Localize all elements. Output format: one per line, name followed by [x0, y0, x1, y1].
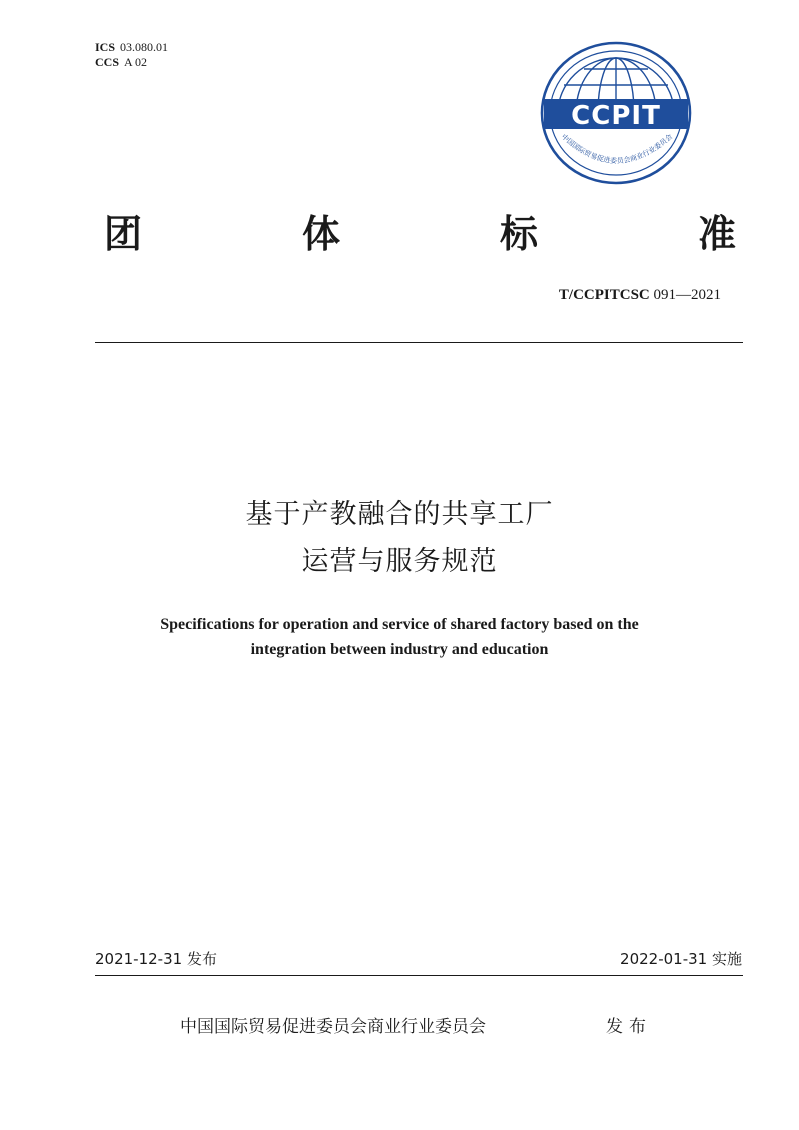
ics-label: ICS — [95, 40, 116, 54]
doc-type-char-3: 标 — [499, 212, 538, 256]
doc-type-char-2: 体 — [301, 212, 340, 256]
issuing-organization: 中国国际贸易促进委员会商业行业委员会 — [180, 1017, 486, 1037]
bottom-divider — [95, 975, 743, 976]
ccpit-logo — [530, 38, 702, 188]
ccs-value: A 02 — [124, 55, 148, 69]
chinese-title-line-1: 基于产教融合的共享工厂 — [245, 499, 554, 530]
doc-type-heading — [104, 206, 736, 262]
logo-subtext: 中国国际贸易促进委员会商业行业委员会 — [559, 132, 675, 166]
issue-label: 发布 — [606, 1017, 652, 1037]
standard-number-value: 091—2021 — [653, 287, 721, 303]
implementation-date: 2022-01-31 实施 — [620, 950, 742, 968]
ics-code — [95, 40, 168, 54]
release-date: 2021-12-31 发布 — [95, 950, 217, 968]
doc-type-char-4: 准 — [697, 212, 736, 256]
ics-value: 03.080.01 — [120, 40, 169, 54]
ccs-code — [95, 55, 147, 69]
english-title-line-1: Specifications for operation and service of shared factory based on the — [160, 616, 639, 633]
logo-wordmark: CCPIT — [571, 101, 661, 131]
standard-number — [559, 286, 721, 304]
svg-text:中国国际贸易促进委员会商业行业委员会 — [560, 132, 674, 165]
standard-number-prefix: T/CCPITCSC — [558, 287, 650, 303]
english-title-line-2: integration between industry and education — [250, 641, 549, 658]
ccs-label: CCS — [95, 55, 120, 69]
chinese-title-line-2: 运营与服务规范 — [301, 546, 498, 577]
doc-type-char-1: 团 — [104, 212, 143, 256]
top-divider — [95, 342, 743, 343]
